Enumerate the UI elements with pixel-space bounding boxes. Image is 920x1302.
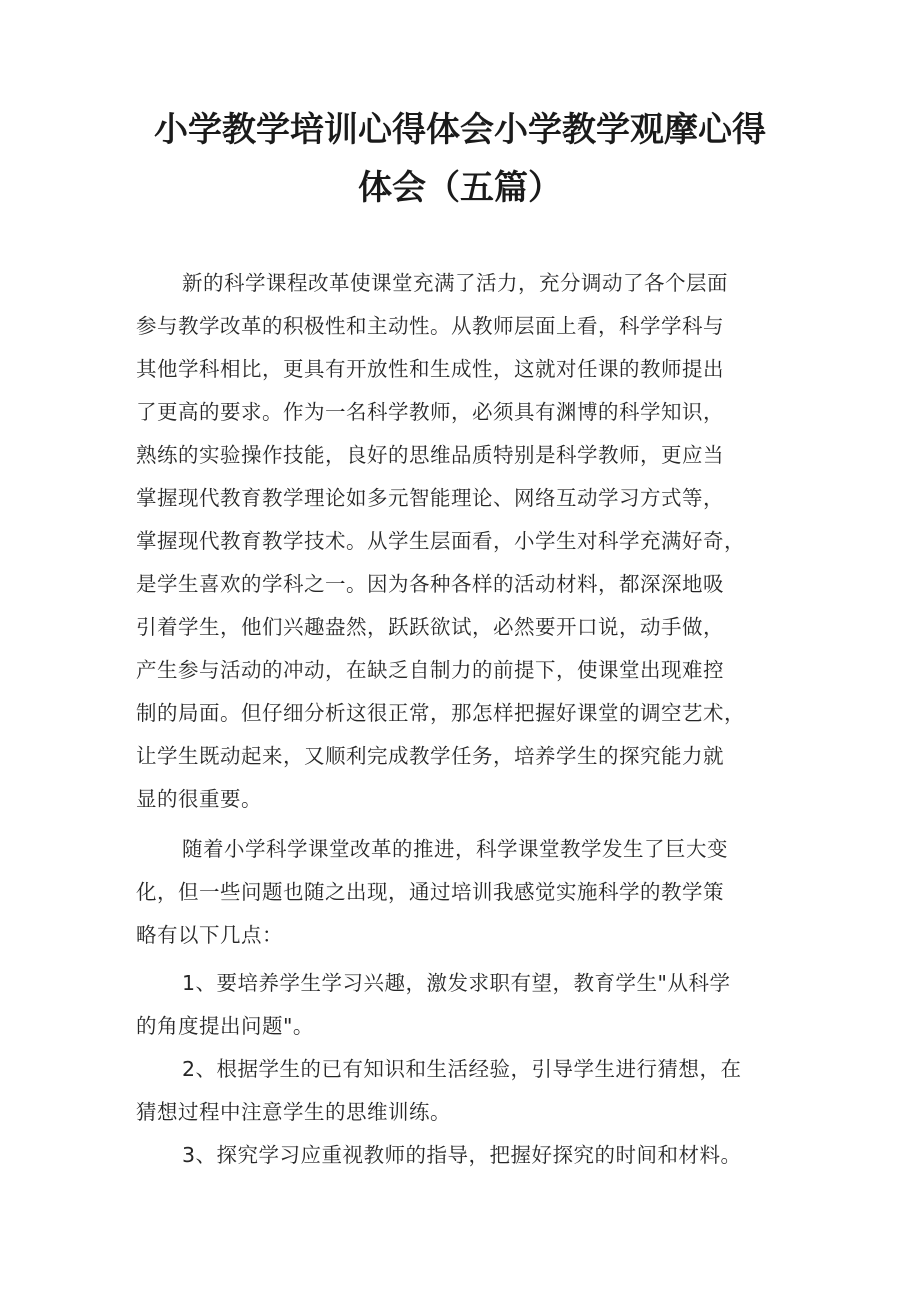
paragraph-1-line-3: 其他学科相比，更具有开放性和生成性，这就对任课的教师提出 — [136, 357, 724, 381]
paragraph-2-line-3: 略有以下几点： — [136, 923, 283, 947]
paragraph-1-line-8: 是学生喜欢的学科之一。因为各种各样的活动材料，都深深地吸 — [136, 572, 724, 596]
paragraph-1-line-10: 产生参与活动的冲动，在缺乏自制力的前提下，使课堂出现难控 — [136, 658, 724, 682]
point-3-line-1: 3、探究学习应重视教师的指导，把握好探究的时间和材料。 — [182, 1143, 742, 1167]
paragraph-1-line-12: 让学生既动起来，又顺利完成教学任务，培养学生的探究能力就 — [136, 744, 724, 768]
paragraph-1-line-9: 引着学生，他们兴趣盎然，跃跃欲试，必然要开口说，动手做， — [136, 615, 724, 639]
document-title-line-1: 小学教学培训心得体会小学教学观摩心得 — [154, 110, 766, 150]
point-2-line-2: 猜想过程中注意学生的思维训练。 — [136, 1100, 451, 1124]
paragraph-1-line-7: 掌握现代教育教学技术。从学生层面看，小学生对科学充满好奇， — [136, 529, 745, 553]
paragraph-2-line-1: 随着小学科学课堂改革的推进，科学课堂教学发生了巨大变 — [182, 837, 728, 861]
point-1-line-2: 的角度提出问题"。 — [136, 1014, 314, 1038]
paragraph-1-line-4: 了更高的要求。作为一名科学教师，必须具有渊博的科学知识， — [136, 400, 724, 424]
paragraph-1-line-6: 掌握现代教育教学理论如多元智能理论、网络互动学习方式等， — [136, 486, 724, 510]
point-2-line-1: 2、根据学生的已有知识和生活经验，引导学生进行猜想，在 — [182, 1057, 742, 1081]
paragraph-1-line-13: 显的很重要。 — [136, 787, 262, 811]
point-1-line-1: 1、要培养学生学习兴趣，激发求职有望，教育学生"从科学 — [182, 971, 731, 995]
paragraph-1-line-11: 制的局面。但仔细分析这很正常，那怎样把握好课堂的调空艺术， — [136, 701, 745, 725]
paragraph-1-line-1: 新的科学课程改革使课堂充满了活力，充分调动了各个层面 — [182, 271, 728, 295]
paragraph-1-line-5: 熟练的实验操作技能，良好的思维品质特别是科学教师，更应当 — [136, 443, 724, 467]
paragraph-2-line-2: 化，但一些问题也随之出现，通过培训我感觉实施科学的教学策 — [136, 880, 724, 904]
paragraph-1-line-2: 参与教学改革的积极性和主动性。从教师层面上看，科学学科与 — [136, 314, 724, 338]
document-title-line-2: 体会（五篇） — [358, 168, 562, 208]
